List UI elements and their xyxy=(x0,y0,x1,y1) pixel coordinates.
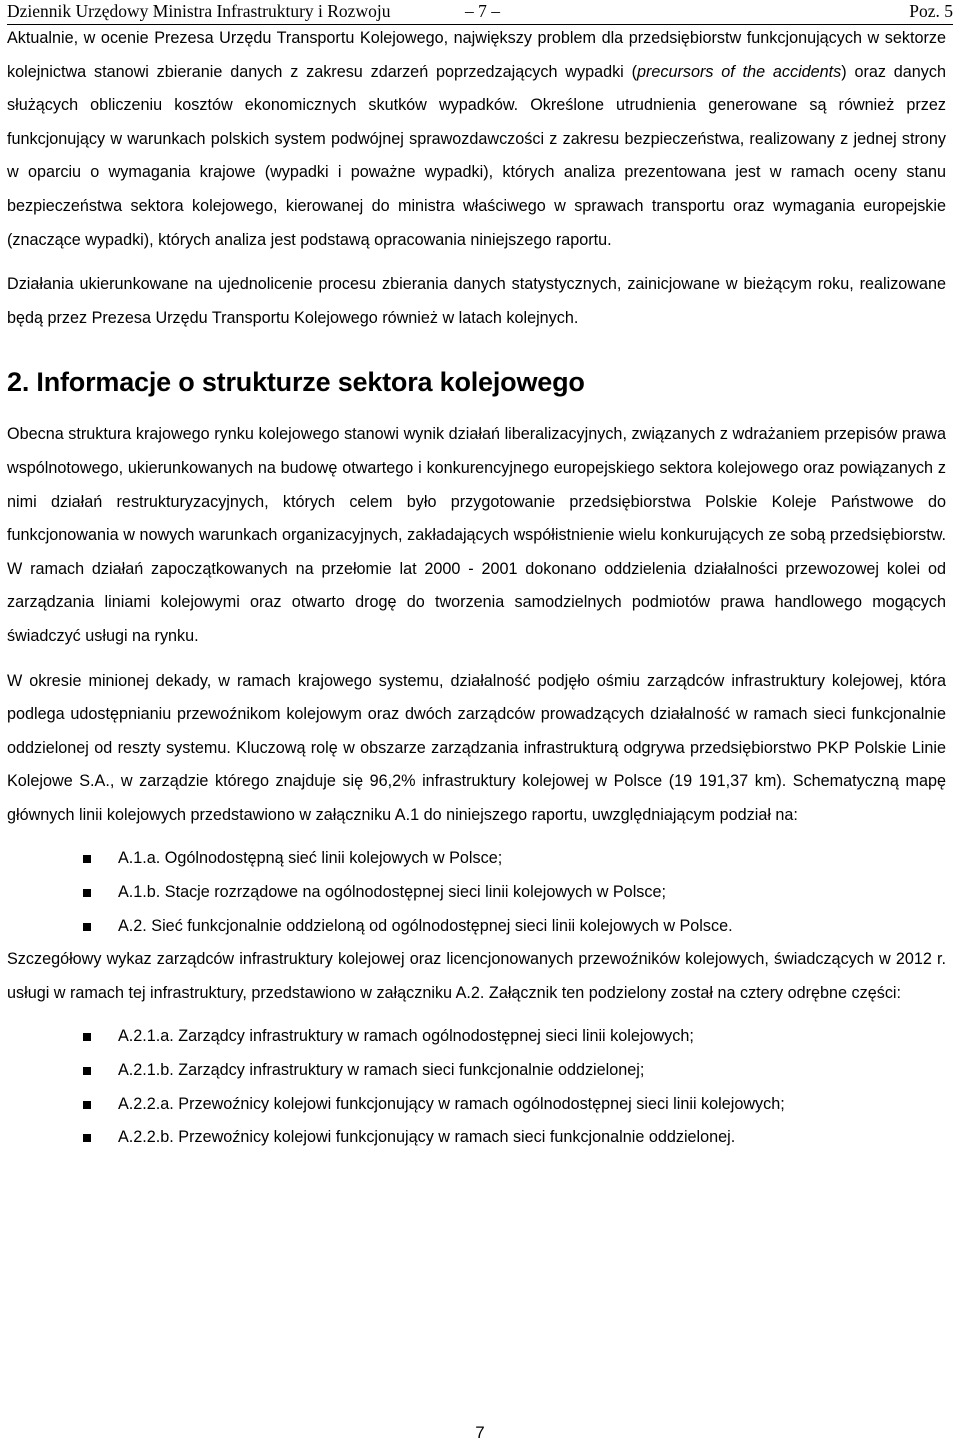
paragraph-infrastructure-managers: W okresie minionej dekady, w ramach krajowego systemu, działalność podjęło ośmiu zarządców infrastruktury kolejowej, która podlega udostępnianiu przewoźnikom kolejowym oraz dwóch zarządców prowadzących działalność w ramach sieci funkcjonalnie oddzielonej od reszty systemu. Kluczową rolę w obszarze zarządzania infrastrukturą odgrywa przedsiębiorstwo PKP Polskie Linie Kolejowe S.A., w zarządzie którego znajduje się 96,2% infrastruktury kolejowej w Polsce (19 191,37 km). Schematyczną mapę głównych linii kolejowych przedstawiono w załączniku A.1 do niniejszego raportu, uwzględniającym podział na: xyxy=(7,671,946,824)
paragraph-safety-data xyxy=(7,22,946,257)
annex-a2-list xyxy=(7,1020,946,1154)
list-item xyxy=(7,1020,946,1054)
list-item xyxy=(7,1088,946,1122)
list-item-text: A.2.2.a. Przewoźnicy kolejowi funkcjonujący w ramach ogólnodostępnej sieci linii kolejowych; xyxy=(118,1094,785,1113)
list-item-text: A.1.b. Stacje rozrządowe na ogólnodostępnej sieci linii kolejowych w Polsce; xyxy=(118,883,666,902)
annex-a1-list xyxy=(7,842,946,943)
list-item-text: A.2.1.b. Zarządcy infrastruktury w ramach sieci funkcjonalnie oddzielonej; xyxy=(118,1061,645,1080)
list-item-text: A.2. Sieć funkcjonalnie oddzieloną od ogólnodostępnej sieci linii kolejowych w Polsce. xyxy=(118,916,733,935)
list-item xyxy=(7,876,946,910)
list-item-text: A.2.1.a. Zarządcy infrastruktury w ramach ogólnodostępnej sieci linii kolejowych; xyxy=(118,1027,694,1046)
page-number: 7 xyxy=(475,1423,485,1442)
paragraph-annex-a2: Szczegółowy wykaz zarządców infrastruktury kolejowej oraz licencjonowanych przewoźników kolejowych, świadczących w 2012 r. usługi w ramach tej infrastruktury, przedstawiono w załączniku A.2. Załącznik ten podzielony został na cztery odrębne części: xyxy=(7,950,946,1002)
list-item xyxy=(7,842,946,876)
list-item xyxy=(7,910,946,944)
square-bullet-icon xyxy=(83,1134,91,1142)
square-bullet-icon xyxy=(83,1101,91,1109)
list-item-text: A.2.2.b. Przewoźnicy kolejowi funkcjonujący w ramach sieci funkcjonalnie oddzielonej. xyxy=(118,1128,736,1147)
square-bullet-icon xyxy=(83,1033,91,1041)
list-item xyxy=(7,1054,946,1088)
square-bullet-icon xyxy=(83,1067,91,1075)
square-bullet-icon xyxy=(83,923,91,931)
paragraph-market-structure: Obecna struktura krajowego rynku kolejowego stanowi wynik działań liberalizacyjnych, związanych z wdrażaniem przepisów prawa wspólnotowego, ukierunkowanych na budowę otwartego i konkurencyjnego europejskiego sektora kolejowego oraz powiązanych z nimi działań restrukturyzacyjnych, których celem było przygotowanie przedsiębiorstwa Polskie Koleje Państwowe do funkcjonowania w nowych warunkach organizacyjnych, zakładających współistnienie wielu konkurujących ze sobą przedsiębiorstw. W ramach działań zapoczątkowanych na przełomie lat 2000 - 2001 dokonano oddzielenia działalności przewozowej kolei od zarządzania liniami kolejowymi oraz otwarto drogę do tworzenia samodzielnych podmiotów prawa handlowego mogących świadczyć usługi na rynku. xyxy=(7,425,946,645)
paragraph-text: Aktualnie, w ocenie Prezesa Urzędu Transportu Kolejowego, największy problem dla przedsiębiorstw funkcjonujących w sektorze kolejnictwa stanowi zbieranie danych z zakresu zdarzeń poprzedzających wypadki ( xyxy=(7,29,946,81)
list-item-text: A.1.a. Ogólnodostępną sieć linii kolejowych w Polsce; xyxy=(118,849,503,868)
document-body xyxy=(7,22,946,1155)
section-heading: 2. Informacje o strukturze sektora kolejowego xyxy=(7,367,585,398)
square-bullet-icon xyxy=(83,889,91,897)
list-item xyxy=(7,1121,946,1155)
header-page-marker: – 7 – xyxy=(465,1,500,21)
paragraph-unification: Działania ukierunkowane na ujednolicenie procesu zbierania danych statystycznych, zainicjowane w bieżącym roku, realizowane będą przez Prezesa Urzędu Transportu Kolejowego również w latach kolejnych. xyxy=(7,275,946,327)
paragraph-text-cont: ) oraz danych służących obliczeniu kosztów ekonomicznych skutków wypadków. Określone utrudnienia generowane są również przez funkcjonujący w warunkach polskich system podwójnej sprawozdawczości z zakresu bezpieczeństwa, realizowany z jednej strony w oparciu o wymagania krajowe (wypadki i poważne wypadki), których analiza prezentowana jest w ramach oceny stanu bezpieczeństwa sektora kolejowego, kierowanej do ministra właściwego w sprawach transportu oraz wymagania europejskie (znaczące wypadki), których analiza jest podstawą opracowania niniejszego raportu. xyxy=(7,62,946,249)
journal-title: Dziennik Urzędowy Ministra Infrastruktury i Rozwoju xyxy=(7,1,391,21)
square-bullet-icon xyxy=(83,855,91,863)
position-label: Poz. 5 xyxy=(909,1,953,21)
italic-term: precursors of the accidents xyxy=(636,62,842,81)
